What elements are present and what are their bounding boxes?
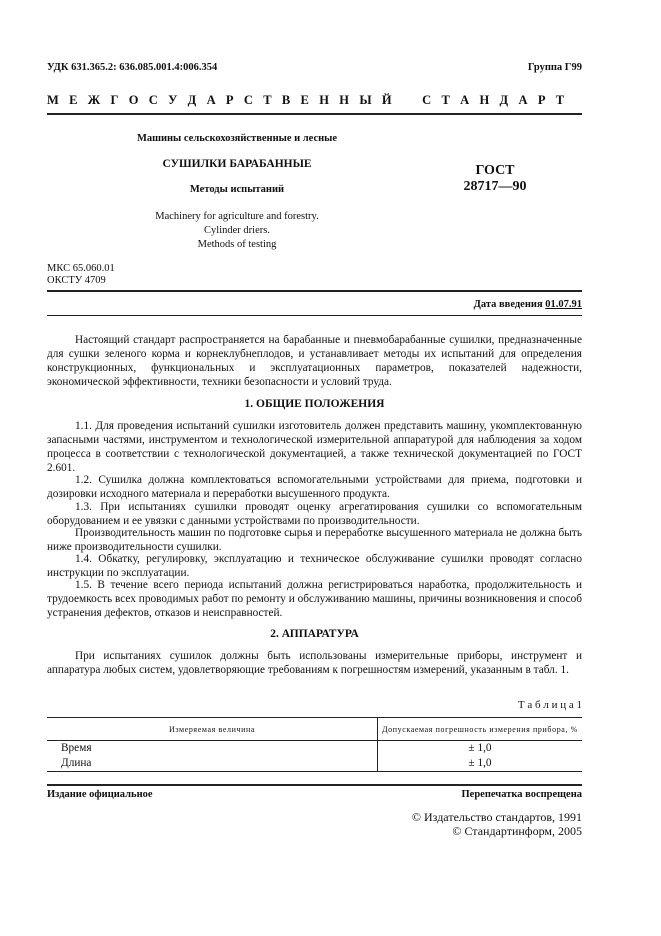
table-cell-name: Время — [47, 741, 378, 757]
section1-heading: 1. ОБЩИЕ ПОЛОЖЕНИЯ — [244, 398, 385, 410]
footer-divider — [47, 784, 582, 786]
paragraph-1-4: 1.4. Обкатку, регулировку, эксплуатацию и техническое обслуживание сушилки проводят согласно инструкции по эксплуатации. — [47, 553, 582, 579]
group-code: Группа Г99 — [527, 62, 582, 73]
gost-label: ГОСТ — [475, 163, 515, 178]
paragraph-1-3: 1.3. При испытаниях сушилки проводят оценку агрегатирования сушилки со вспомогательным оборудованием и ее увязки с данными устройствами по производительности. — [47, 501, 582, 527]
paragraph-1-3b: Производительность машин по подготовке сырья и переработке высушенного материала не должна быть ниже производительности сушилки. — [47, 527, 582, 553]
udc-code: УДК 631.365.2: 636.085.001.4:006.354 — [47, 62, 218, 73]
table-row — [47, 741, 582, 757]
intro-paragraph: Настоящий стандарт распространяется на барабанные и пневмобарабанные сушилки, предназначенные для сушки зеленого корма и корнеклубнеплодов, и устанавливает методы их испытаний для определения конструкционных, функциональных и эксплуатационных параметров, показателей надежности, экономической эффективности, техники безопасности и условий труда. — [47, 334, 582, 388]
table-cell-name: Длина — [47, 756, 378, 772]
table-cell-value: ± 1,0 — [468, 742, 492, 754]
mks-code: МКС 65.060.01 — [47, 263, 115, 274]
header-divider — [47, 113, 582, 115]
category-title: Машины сельскохозяйственные и лесные — [136, 133, 338, 144]
effective-date — [474, 299, 582, 310]
measurement-table — [47, 717, 582, 772]
reprint-prohibited: Перепечатка воспрещена — [461, 789, 582, 800]
official-edition: Издание официальное — [47, 789, 153, 800]
okstu-code: ОКСТУ 4709 — [47, 275, 106, 286]
table-header-quantity: Измеряемая величина — [47, 718, 378, 741]
document-title: СУШИЛКИ БАРАБАННЫЕ — [162, 158, 312, 170]
paragraph-1-1: 1.1. Для проведения испытаний сушилки изготовитель должен представить машину, укомплектованную запасными частями, инструментом и технологической измерительной аппаратурой для наблюдения за ходом процесса в соответствии с технологической документацией, а также технической документацией по ГОСТ 2.601. — [47, 420, 582, 474]
section2-heading: 2. АППАРАТУРА — [270, 628, 359, 640]
table-header-row — [47, 718, 582, 741]
table-caption: Т а б л и ц а 1 — [517, 699, 582, 711]
copyright-line1: © Издательство стандартов, 1991 — [411, 810, 582, 824]
english-title-line1: Machinery for agriculture and forestry. — [155, 211, 319, 222]
codes-divider — [47, 290, 582, 292]
table-header-error: Допускаемая погрешность измерения прибора, % — [378, 718, 583, 741]
effective-date-label: Дата введения — [473, 299, 543, 310]
standard-type: М Е Ж Г О С У Д А Р С Т В Е Н Н Ы Й С Т А Н Д А Р Т — [47, 93, 568, 107]
english-title-line3: Methods of testing — [197, 239, 277, 250]
paragraph-1-5: 1.5. В течение всего периода испытаний должна регистрироваться наработка, продолжительность и трудоемкость всех проводимых работ по ремонту и обслуживанию машины, причины возникновения и способ устранения дефектов, отказов и неисправностей. — [47, 579, 582, 619]
paragraph-1-2: 1.2. Сушилка должна комплектоваться вспомогательными устройствами для приема, подготовки и дозировки исходного материала и переработки высушенного продукта. — [47, 474, 582, 500]
copyright-line2: © Стандартинформ, 2005 — [452, 824, 582, 838]
date-divider — [47, 315, 582, 316]
english-title-line2: Cylinder driers. — [204, 225, 270, 236]
paragraph-2: При испытаниях сушилок должны быть использованы измерительные приборы, инструмент и аппаратура любых систем, удовлетворяющие требованиям к погрешностям измерений, указанным в табл. 1. — [47, 650, 582, 676]
document-subtitle: Методы испытаний — [189, 184, 285, 195]
table-cell-value: ± 1,0 — [378, 756, 583, 772]
effective-date-value: 01.07.91 — [545, 299, 582, 310]
gost-number: 28717—90 — [463, 179, 527, 194]
table-row — [47, 756, 582, 772]
